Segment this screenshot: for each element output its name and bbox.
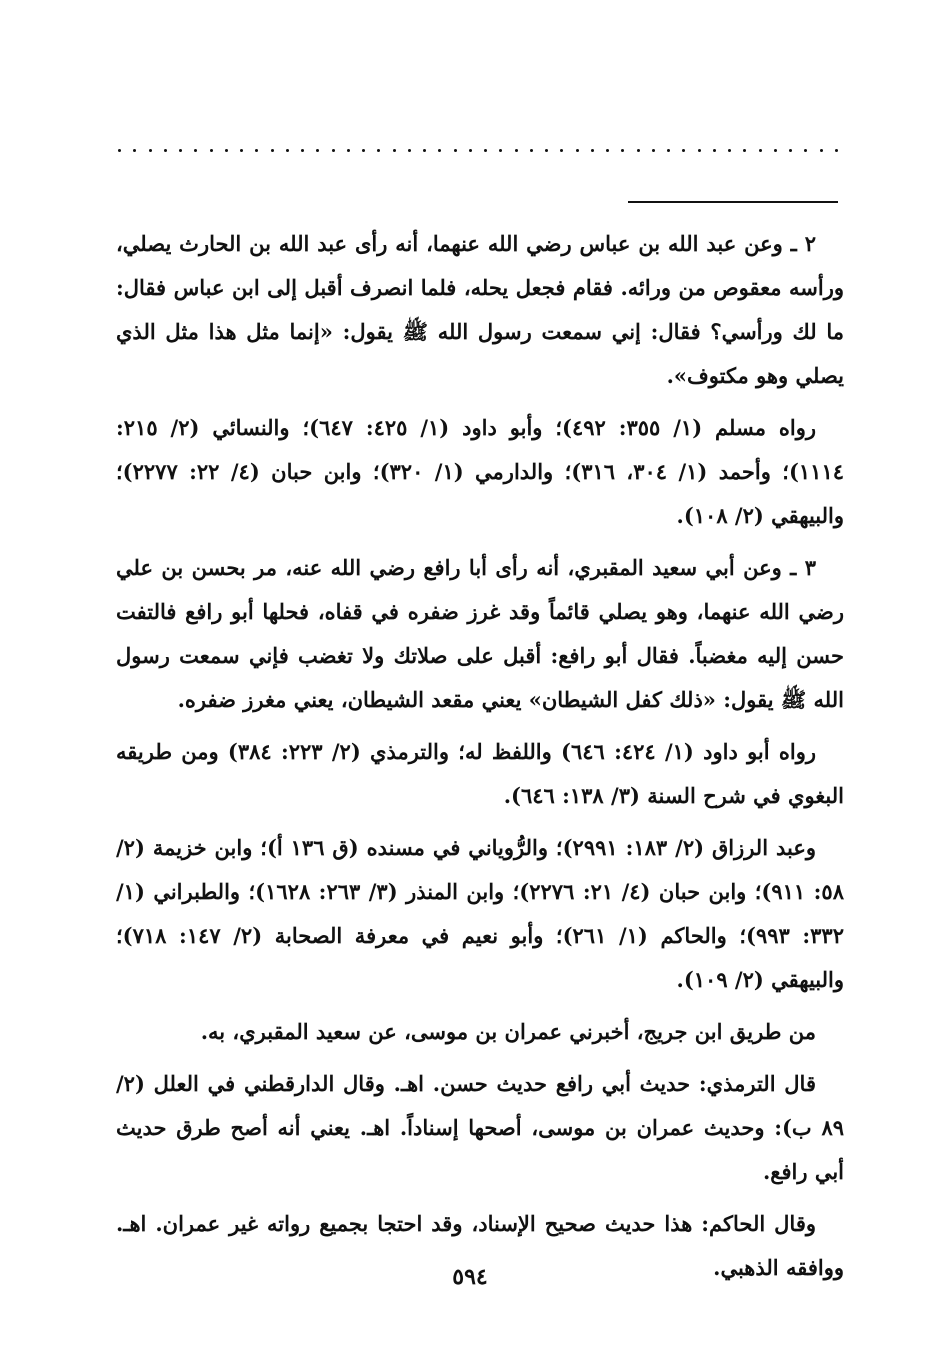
hadith-2-paragraph: ٢ ـ وعن عبد الله بن عباس رضي الله عنهما، أنه رأى عبد الله بن الحارث يصلي، ورأسه معقوص من ورائه. فقام فجعل يحله، فلما انصرف أقبل إلى ابن عباس فقال: ما لك ورأسي؟ فقال: إني سمعت رسول الله ﷺ يقول: «إنما مثل هذا مثل الذي يصلي وهو مكتوف». xyxy=(116,231,844,388)
rule-dot xyxy=(210,149,213,152)
rule-dot xyxy=(240,149,243,152)
rule-dot xyxy=(728,149,731,152)
rule-dot xyxy=(194,149,197,152)
rule-dot xyxy=(286,149,289,152)
rule-dot xyxy=(179,149,182,152)
hadith-3-paragraph: ٣ ـ وعن أبي سعيد المقبري، أنه رأى أبا رافع رضي الله عنه، مر بحسن بن علي رضي الله عنهما، وهو يصلي قائماً وقد غرز ضفره في قفاه، فحلها أبو رافع فالتفت حسن إليه مغضباً. فقال أبو رافع: أقبل على صلاتك ولا تغضب فإني سمعت رسول الله ﷺ يقول: «ذلك كفل الشيطان» يعني مقعد الشيطان، يعني مغرز ضفره. xyxy=(116,555,844,712)
rule-dot xyxy=(774,149,777,152)
rule-dot xyxy=(515,149,518,152)
rule-dot xyxy=(484,149,487,152)
rule-dot xyxy=(377,149,380,152)
rule-dot xyxy=(499,149,502,152)
rule-dot xyxy=(545,149,548,152)
rule-dot xyxy=(149,149,152,152)
rule-dot xyxy=(347,149,350,152)
rule-dot xyxy=(820,149,823,152)
rule-dot xyxy=(454,149,457,152)
rule-dot xyxy=(393,149,396,152)
section-separator-line xyxy=(628,201,838,203)
rule-dot xyxy=(667,149,670,152)
tirmidhi-daraqutni-note: قال الترمذي: حديث أبي رافع حديث حسن. اهـ. وقال الدارقطني في العلل (٢/ ٨٩ ب): وحديث عمران بن موسى، أصحها إسناداً. اهـ. يعني أنه أصح طرق حديث أبي رافع. xyxy=(116,1071,844,1184)
rule-dot xyxy=(225,149,228,152)
rule-dot xyxy=(713,149,716,152)
rule-dot xyxy=(835,149,838,152)
rule-dot xyxy=(164,149,167,152)
rule-dot xyxy=(469,149,472,152)
rule-dot xyxy=(133,149,136,152)
rule-dot xyxy=(332,149,335,152)
rule-dot xyxy=(271,149,274,152)
rule-dot xyxy=(362,149,365,152)
rule-dot xyxy=(255,149,258,152)
rule-dot xyxy=(576,149,579,152)
hakim-note: وقال الحاكم: هذا حديث صحيح الإسناد، وقد احتجا بجميع رواته غير عمران. اهـ. ووافقه الذهبي. xyxy=(116,1211,844,1280)
rule-dot xyxy=(682,149,685,152)
rule-dot xyxy=(759,149,762,152)
rule-dot xyxy=(652,149,655,152)
rule-dot xyxy=(438,149,441,152)
hadith-2-takhrij: رواه مسلم (١/ ٣٥٥: ٤٩٢)؛ وأبو داود (١/ ٤٢٥: ٦٤٧)؛ والنسائي (٢/ ٢١٥: ١١١٤)؛ وأحمد (١/ ٣٠٤، ٣١٦)؛ والدارمي (١/ ٣٢٠)؛ وابن حبان (٤/ ٢٢: ٢٢٧٧)؛ والبيهقي (٢/ ١٠٨). xyxy=(116,415,845,528)
page-number: ٥٩٤ xyxy=(452,1264,488,1290)
rule-dot xyxy=(637,149,640,152)
rule-dot xyxy=(316,149,319,152)
hadith-3-takhrij-continued: وعبد الرزاق (٢/ ١٨٣: ٢٩٩١)؛ والرُّوياني في مسنده (ق ١٣٦ أ)؛ وابن خزيمة (٢/ ٥٨: ٩١١)؛ وابن حبان (٤/ ٢١: ٢٢٧٦)؛ وابن المنذر (٣/ ٢٦٣: ١٦٢٨)؛ والطبراني (١/ ٣٣٢: ٩٩٣)؛ والحاكم (١/ ٢٦١)؛ وأبو نعيم في معرفة الصحابة (٢/ ١٤٧: ٧١٨)؛ والبيهقي (٢/ ١٠٩). xyxy=(116,835,844,992)
rule-dot xyxy=(743,149,746,152)
rule-dot xyxy=(118,149,121,152)
isnad-note: من طريق ابن جريج، أخبرني عمران بن موسى، عن سعيد المقبري، به. xyxy=(200,1019,816,1044)
rule-dot xyxy=(591,149,594,152)
rule-dot xyxy=(423,149,426,152)
rule-dot xyxy=(621,149,624,152)
rule-dot xyxy=(408,149,411,152)
header-dotted-rule xyxy=(118,140,838,160)
rule-dot xyxy=(301,149,304,152)
rule-dot xyxy=(560,149,563,152)
rule-dot xyxy=(530,149,533,152)
rule-dot xyxy=(804,149,807,152)
main-text xyxy=(116,222,844,1298)
rule-dot xyxy=(789,149,792,152)
rule-dot xyxy=(606,149,609,152)
rule-dot xyxy=(698,149,701,152)
hadith-3-takhrij: رواه أبو داود (١/ ٤٢٤: ٦٤٦) واللفظ له؛ والترمذي (٢/ ٢٢٣: ٣٨٤) ومن طريقه البغوي في شرح السنة (٣/ ١٣٨: ٦٤٦). xyxy=(116,739,844,808)
